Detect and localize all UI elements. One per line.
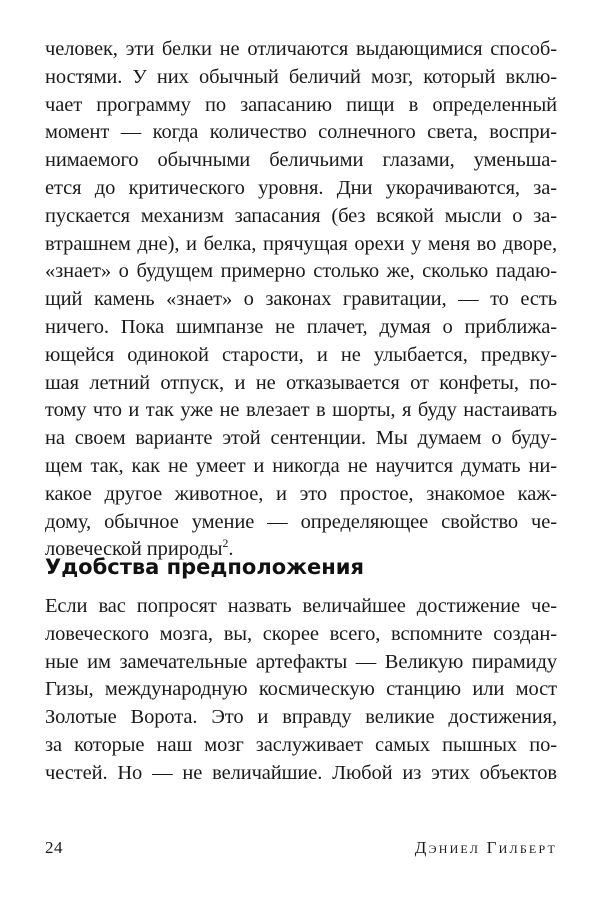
text-line: Гизы, международную космическую станцию или мост	[45, 678, 557, 701]
page-number: 24	[45, 838, 63, 857]
text-line: втрашнем дне), и белка, прячущая орехи у меня во дворе,	[45, 232, 557, 255]
text-line: Если вас попросят назвать величайшее достижение че-	[45, 595, 557, 617]
text-line: ющейся одинокой старости, и не улыбается, предвку-	[45, 343, 557, 366]
text-line: ные им замечательные артефакты — Великую пирамиду	[45, 650, 557, 673]
text-line: момент — когда количество солнечного света, воспри-	[45, 121, 557, 144]
text-line: тому что и так уже не влезает в шорты, я буду настаивать	[45, 399, 557, 422]
text-line: «знает» о будущем примерно столько же, сколько падаю-	[45, 260, 557, 283]
text-line: ловеческого мозга, вы, скорее всего, вспомните создан-	[45, 622, 557, 645]
text-line: ничего. Пока шимпанзе не плачет, думая о приближа-	[45, 315, 557, 338]
text-line: какое другое животное, и это простое, знакомое каж-	[45, 482, 557, 505]
text-line: нимаемого обычными беличьими глазами, уменьша-	[45, 149, 557, 172]
text-line: на своем варианте этой сентенции. Мы думаем о буду-	[45, 427, 557, 450]
section-heading: Удобства предположения	[45, 555, 364, 579]
text-line: человек, эти белки не отличаются выдающимися способ-	[45, 38, 557, 60]
text-line: ется до критического уровня. Дни укорачиваются, за-	[45, 176, 557, 199]
section-text-block	[45, 593, 557, 788]
page-footer	[45, 838, 557, 862]
text-line: за которые наш мозг заслуживает самых пышных по-	[45, 733, 557, 756]
text-line: дому, обычное умение — определяющее свойство че-	[45, 510, 557, 533]
text-line: ностями. У них обычный беличий мозг, который вклю-	[45, 65, 557, 88]
text-line: шая летний отпуск, и не отказывается от конфеты, по-	[45, 371, 557, 394]
main-text-block	[45, 36, 557, 564]
text-line: щем так, как не умеет и никогда не научится думать ни-	[45, 454, 557, 477]
text-line: чает программу по запасанию пищи в определенный	[45, 93, 557, 116]
text-line: Золотые Ворота. Это и вправду великие достижения,	[45, 706, 557, 729]
text-line-last-content: ловеческой природы	[45, 538, 223, 561]
footnote-marker[interactable]: 2	[222, 536, 229, 551]
text-line-last-end: .	[228, 538, 234, 561]
text-line: щий камень «знает» о законах гравитации, — то есть	[45, 288, 557, 311]
text-line: честей. Но — не величайшие. Любой из этих объектов	[45, 761, 557, 784]
text-line: пускается механизм запасания (без всякой мысли о за-	[45, 204, 557, 227]
running-author: Дэниел Гилберт	[414, 838, 557, 857]
